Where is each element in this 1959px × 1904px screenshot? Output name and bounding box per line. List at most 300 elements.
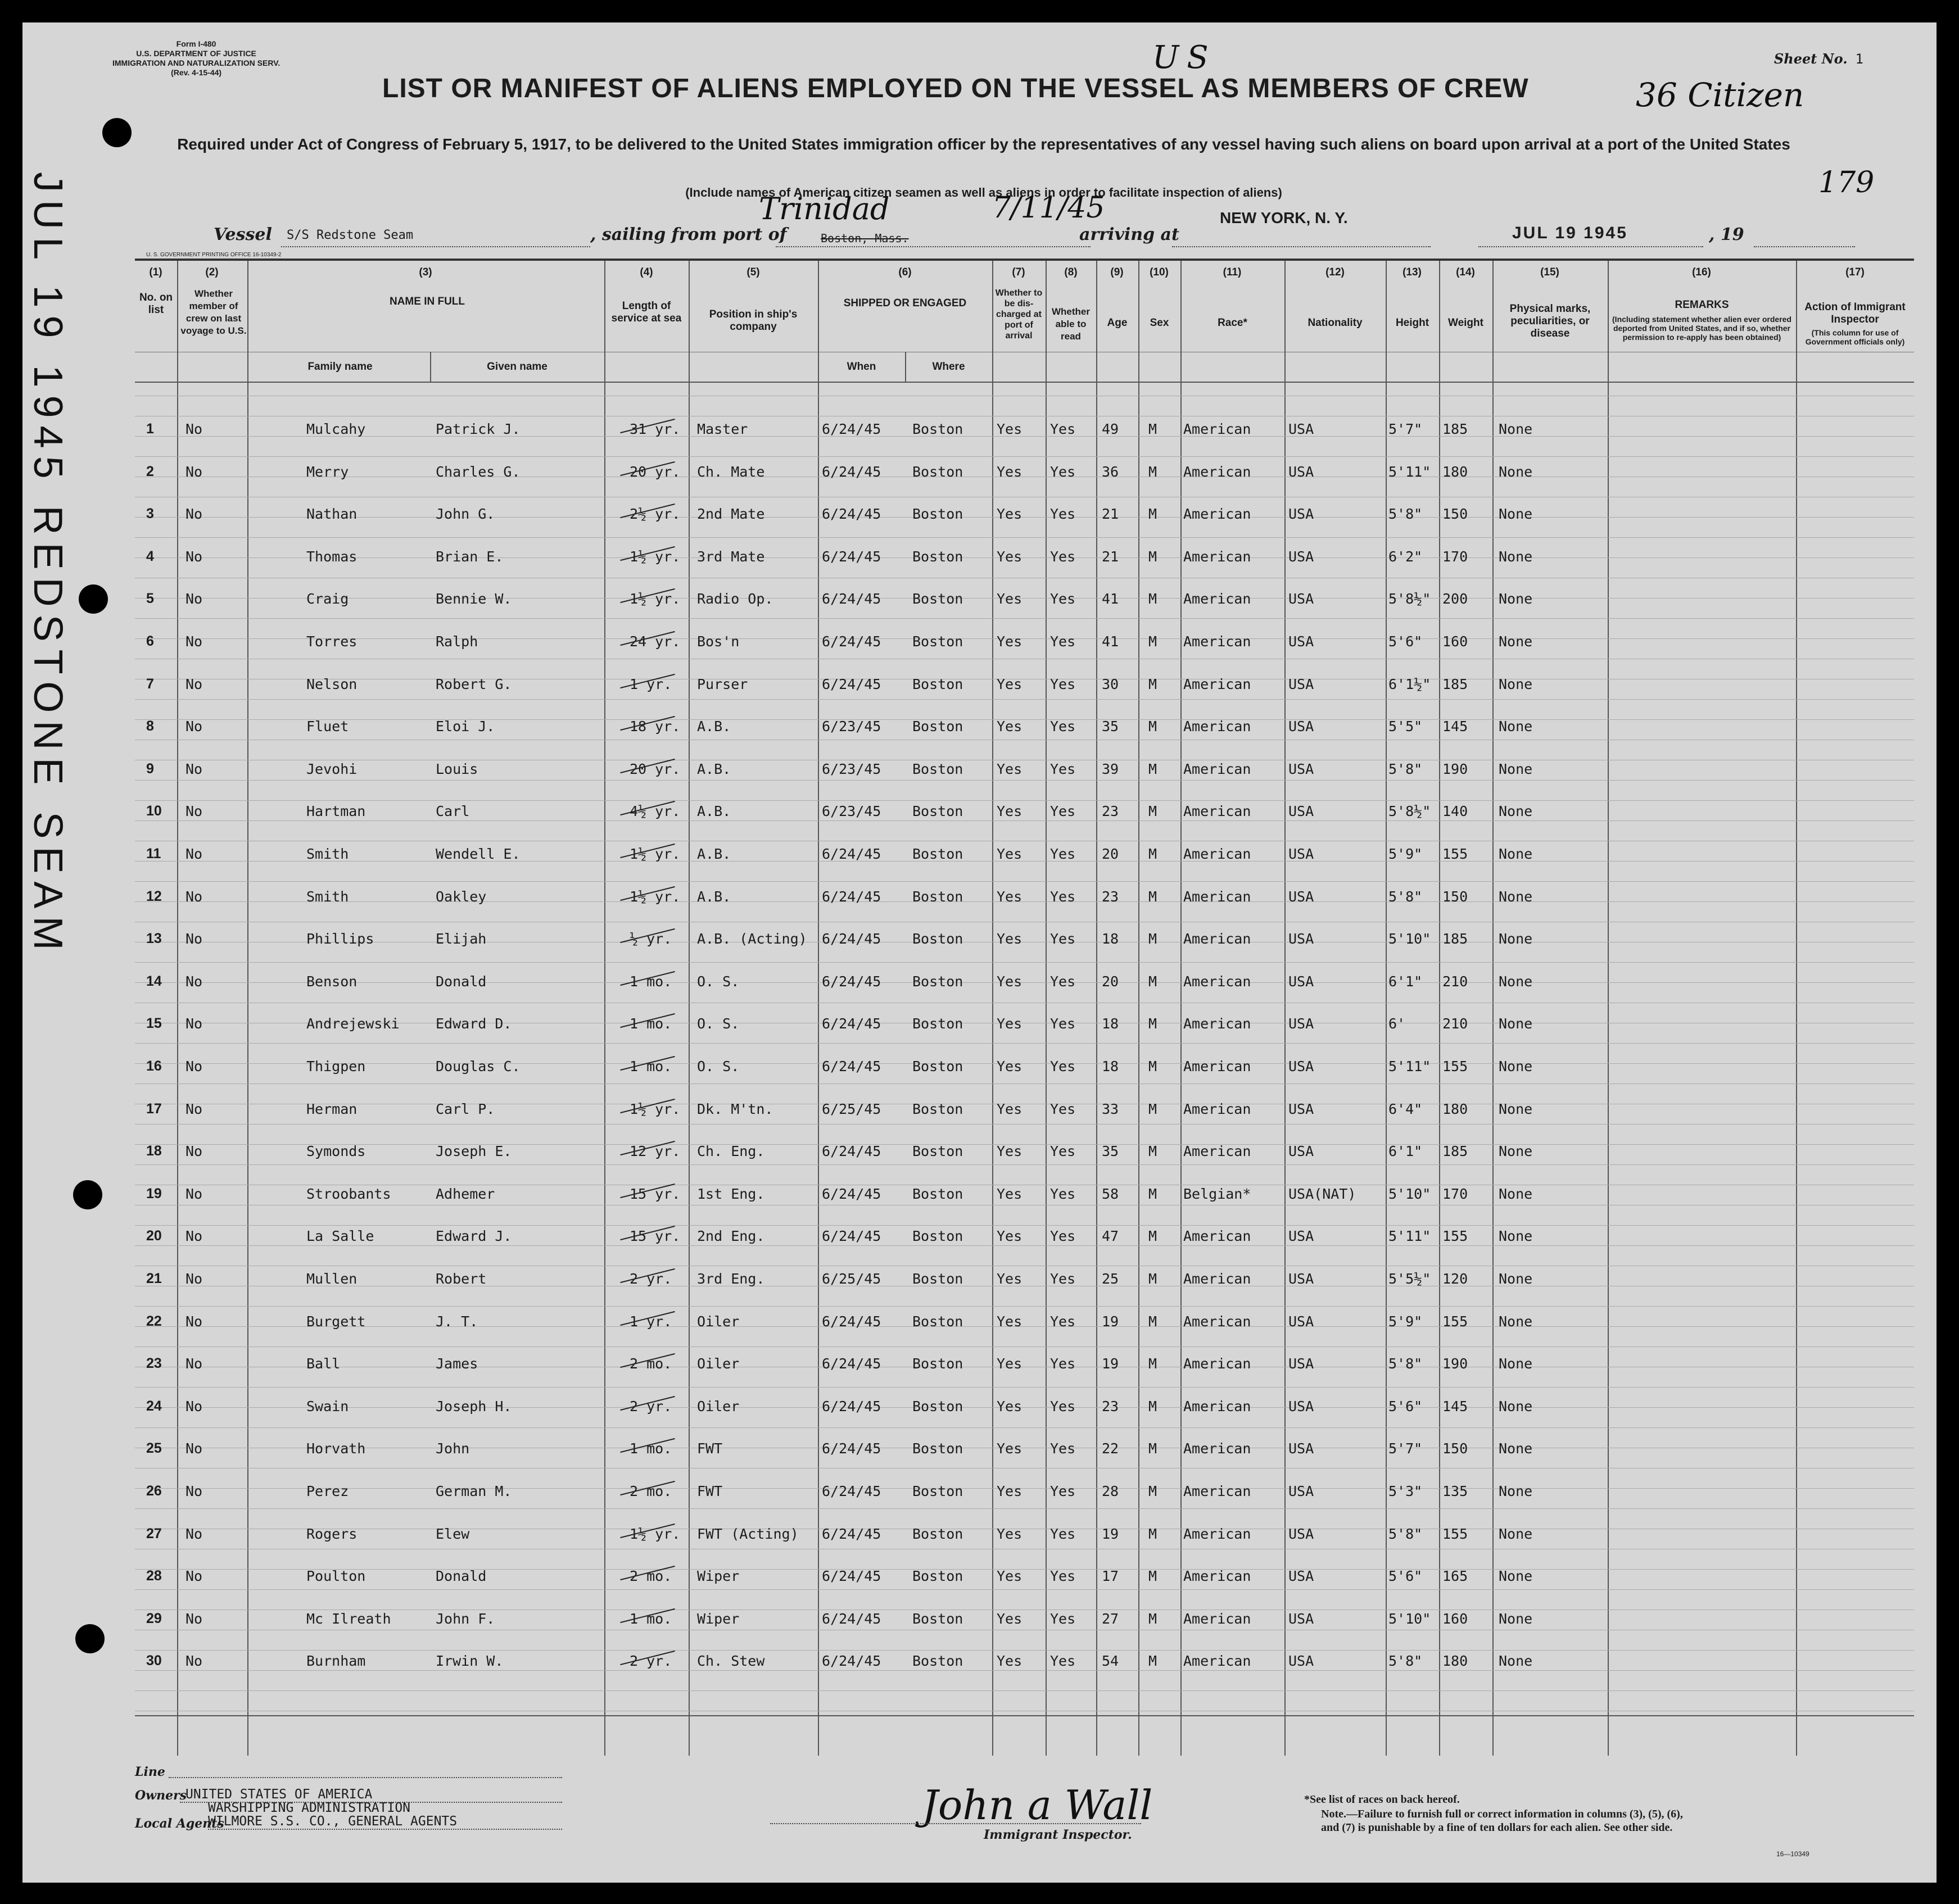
able-to-read-cell: Yes	[1050, 1313, 1076, 1330]
physical-marks-cell: None	[1499, 464, 1533, 480]
sex-cell: M	[1148, 1313, 1157, 1330]
sex-cell: M	[1148, 1483, 1157, 1499]
physical-marks-cell: None	[1499, 1440, 1533, 1457]
race-cell: Belgian*	[1183, 1186, 1251, 1202]
physical-marks-cell: None	[1499, 1653, 1533, 1669]
shipped-when-cell: 6/24/45	[822, 1143, 881, 1159]
nationality-cell: USA	[1288, 1653, 1314, 1669]
department: U.S. DEPARTMENT OF JUSTICE	[136, 49, 256, 58]
table-row	[135, 1611, 1914, 1633]
height-cell: 6'4"	[1388, 1101, 1423, 1117]
physical-marks-cell: None	[1499, 846, 1533, 862]
race-cell: American	[1183, 718, 1251, 735]
weight-cell: 155	[1442, 1058, 1468, 1075]
table-row	[135, 1313, 1914, 1336]
table-row	[135, 1568, 1914, 1590]
arriving-port: NEW YORK, N. Y.	[1220, 209, 1348, 226]
header-read: Whether able to read	[1052, 306, 1090, 342]
header-divider	[135, 382, 1914, 383]
given-name-cell: Joseph H.	[436, 1398, 512, 1415]
family-name-cell: Mc Ilreath	[306, 1611, 391, 1627]
table-row	[135, 1483, 1914, 1506]
previous-voyage-cell: No	[186, 591, 203, 607]
nationality-cell: USA	[1288, 1483, 1314, 1499]
port-underline	[776, 246, 1091, 247]
age-cell: 39	[1102, 761, 1119, 777]
shipped-when-cell: 6/23/45	[822, 803, 881, 819]
header-shipped: SHIPPED OR ENGAGED	[843, 297, 967, 309]
age-cell: 35	[1102, 1143, 1119, 1159]
date-underline	[1478, 246, 1703, 247]
weight-cell: 180	[1442, 464, 1468, 480]
race-cell: American	[1183, 931, 1251, 947]
age-cell: 47	[1102, 1228, 1119, 1244]
family-name-cell: Hartman	[306, 803, 366, 819]
discharged-cell: Yes	[997, 1058, 1023, 1075]
age-cell: 20	[1102, 846, 1119, 862]
length-of-service-cell: 2 mo.	[630, 1483, 672, 1499]
discharged-cell: Yes	[997, 1271, 1023, 1287]
row-number: 25	[146, 1440, 162, 1456]
weight-cell: 120	[1442, 1271, 1468, 1287]
row-number: 17	[146, 1101, 162, 1117]
physical-marks-cell: None	[1499, 676, 1533, 692]
physical-marks-cell: None	[1499, 1611, 1533, 1627]
nationality-cell: USA	[1288, 803, 1314, 819]
table-row	[135, 846, 1914, 868]
agents-value: WILMORE S.S. CO., GENERAL AGENTS	[208, 1814, 458, 1829]
service: IMMIGRATION AND NATURALIZATION SERV.	[112, 58, 280, 67]
position-cell: A.B.	[697, 718, 731, 735]
able-to-read-cell: Yes	[1050, 1440, 1076, 1457]
shipped-where-cell: Boston	[912, 1440, 963, 1457]
discharged-cell: Yes	[997, 421, 1023, 437]
shipped-when-cell: 6/24/45	[822, 421, 881, 437]
race-cell: American	[1183, 846, 1251, 862]
arriving-underline	[1172, 246, 1431, 247]
length-of-service-cell: 12 yr.	[630, 1143, 681, 1159]
column-number: (14)	[1456, 266, 1475, 278]
header-position: Position in ship's company	[709, 309, 798, 333]
race-cell: American	[1183, 421, 1251, 437]
discharged-cell: Yes	[997, 973, 1023, 990]
handwritten-sheet-ref: 179	[1818, 166, 1875, 200]
table-row	[135, 548, 1914, 571]
discharged-cell: Yes	[997, 888, 1023, 905]
physical-marks-cell: None	[1499, 633, 1533, 650]
manifest-page	[22, 22, 1937, 1883]
position-cell: A.B. (Acting)	[697, 931, 807, 947]
length-of-service-cell: 1½ yr.	[630, 846, 681, 862]
position-cell: Purser	[697, 676, 748, 692]
position-cell: Dk. M'tn.	[697, 1101, 773, 1117]
subcolumn-divider	[905, 352, 906, 382]
age-cell: 30	[1102, 676, 1119, 692]
table-row	[135, 931, 1914, 953]
races-note: *See list of races on back hereof.	[1304, 1793, 1460, 1806]
race-cell: American	[1183, 1101, 1251, 1117]
header-height: Height	[1395, 317, 1429, 329]
shipped-where-cell: Boston	[912, 1016, 963, 1032]
nationality-cell: USA	[1288, 1568, 1314, 1584]
length-of-service-cell: 1½ yr.	[630, 1101, 681, 1117]
header-family-name: Family name	[307, 361, 373, 373]
height-cell: 5'9"	[1388, 846, 1423, 862]
shipped-where-cell: Boston	[912, 1271, 963, 1287]
position-cell: A.B.	[697, 803, 731, 819]
nationality-cell: USA	[1288, 1143, 1314, 1159]
physical-marks-cell: None	[1499, 591, 1533, 607]
crew-table	[135, 252, 1914, 1756]
discharged-cell: Yes	[997, 591, 1023, 607]
race-cell: American	[1183, 506, 1251, 522]
shipped-when-cell: 6/24/45	[822, 1611, 881, 1627]
race-cell: American	[1183, 1058, 1251, 1075]
table-row	[135, 1016, 1914, 1038]
table-row	[135, 1271, 1914, 1293]
sex-cell: M	[1148, 846, 1157, 862]
previous-voyage-cell: No	[186, 1653, 203, 1669]
able-to-read-cell: Yes	[1050, 1143, 1076, 1159]
able-to-read-cell: Yes	[1050, 1186, 1076, 1202]
weight-cell: 185	[1442, 931, 1468, 947]
weight-cell: 200	[1442, 591, 1468, 607]
nationality-cell: USA	[1288, 973, 1314, 990]
shipped-where-cell: Boston	[912, 506, 963, 522]
previous-voyage-cell: No	[186, 1058, 203, 1075]
position-cell: Radio Op.	[697, 591, 773, 607]
previous-voyage-cell: No	[186, 1483, 203, 1499]
able-to-read-cell: Yes	[1050, 803, 1076, 819]
physical-marks-cell: None	[1499, 1483, 1533, 1499]
shipped-where-cell: Boston	[912, 1058, 963, 1075]
ruled-line	[135, 699, 1914, 700]
sex-cell: M	[1148, 1058, 1157, 1075]
physical-marks-cell: None	[1499, 888, 1533, 905]
shipped-where-cell: Boston	[912, 421, 963, 437]
row-number: 18	[146, 1143, 162, 1159]
given-name-cell: Carl P.	[436, 1101, 495, 1117]
row-number: 1	[146, 421, 154, 437]
length-of-service-cell: 1 mo.	[630, 1440, 672, 1457]
family-name-cell: Andrejewski	[306, 1016, 400, 1032]
physical-marks-cell: None	[1499, 1101, 1533, 1117]
race-cell: American	[1183, 1653, 1251, 1669]
able-to-read-cell: Yes	[1050, 1058, 1076, 1075]
family-name-cell: Herman	[306, 1101, 358, 1117]
position-cell: Ch. Eng.	[697, 1143, 765, 1159]
line-label: Line	[135, 1765, 165, 1779]
table-row	[135, 888, 1914, 911]
row-number: 30	[146, 1653, 162, 1669]
age-cell: 28	[1102, 1483, 1119, 1499]
physical-marks-cell: None	[1499, 718, 1533, 735]
position-cell: Ch. Stew	[697, 1653, 765, 1669]
port-typed: Boston, Mass.	[821, 232, 909, 245]
previous-voyage-cell: No	[186, 1568, 203, 1584]
column-number: (7)	[1012, 266, 1025, 278]
position-cell: Oiler	[697, 1313, 740, 1330]
previous-voyage-cell: No	[186, 548, 203, 565]
shipped-where-cell: Boston	[912, 1143, 963, 1159]
previous-voyage-cell: No	[186, 888, 203, 905]
row-number: 26	[146, 1483, 162, 1499]
physical-marks-cell: None	[1499, 1526, 1533, 1542]
revision: (Rev. 4-15-44)	[171, 68, 222, 77]
punch-hole	[73, 1180, 102, 1209]
race-cell: American	[1183, 803, 1251, 819]
table-row	[135, 506, 1914, 528]
position-cell: A.B.	[697, 846, 731, 862]
shipped-when-cell: 6/24/45	[822, 888, 881, 905]
row-number: 13	[146, 931, 162, 946]
previous-voyage-cell: No	[186, 1186, 203, 1202]
family-name-cell: Burgett	[306, 1313, 366, 1330]
age-cell: 25	[1102, 1271, 1119, 1287]
weight-cell: 210	[1442, 973, 1468, 990]
weight-cell: 160	[1442, 1611, 1468, 1627]
length-of-service-cell: ½ yr.	[630, 931, 672, 947]
line-underline	[169, 1777, 562, 1778]
position-cell: Bos'n	[697, 633, 740, 650]
sheet-number	[1774, 51, 1863, 67]
given-name-cell: James	[436, 1356, 478, 1372]
table-row	[135, 761, 1914, 783]
length-of-service-cell: 15 yr.	[630, 1186, 681, 1202]
header-age: Age	[1107, 317, 1128, 329]
family-name-cell: Craig	[306, 591, 349, 607]
row-number: 29	[146, 1611, 162, 1626]
given-name-cell: Brian E.	[436, 548, 504, 565]
column-number: (9)	[1110, 266, 1124, 278]
length-of-service-cell: 1½ yr.	[630, 548, 681, 565]
arriving-label: arriving at	[1079, 225, 1179, 244]
sex-cell: M	[1148, 1101, 1157, 1117]
header-remarks-note: (Including statement whether alien ever ordered deported from United States, and if so, whether permission to re-apply has been obtained)	[1612, 315, 1791, 342]
given-name-cell: Donald	[436, 973, 487, 990]
row-number: 3	[146, 506, 154, 522]
row-number: 7	[146, 676, 154, 692]
given-name-cell: Elew	[436, 1526, 470, 1542]
age-cell: 21	[1102, 548, 1119, 565]
race-cell: American	[1183, 888, 1251, 905]
position-cell: Master	[697, 421, 748, 437]
family-name-cell: Poulton	[306, 1568, 366, 1584]
shipped-when-cell: 6/24/45	[822, 676, 881, 692]
family-name-cell: Swain	[306, 1398, 349, 1415]
row-number: 21	[146, 1271, 162, 1286]
shipped-when-cell: 6/24/45	[822, 1398, 881, 1415]
column-number: (10)	[1150, 266, 1169, 278]
row-number: 6	[146, 633, 154, 649]
nationality-cell: USA	[1288, 1398, 1314, 1415]
physical-marks-cell: None	[1499, 506, 1533, 522]
column-number: (16)	[1692, 266, 1711, 278]
discharged-cell: Yes	[997, 1526, 1023, 1542]
column-number: (11)	[1223, 266, 1242, 278]
race-cell: American	[1183, 676, 1251, 692]
given-name-cell: Louis	[436, 761, 478, 777]
nationality-cell: USA	[1288, 1356, 1314, 1372]
race-cell: American	[1183, 761, 1251, 777]
fine-note	[1321, 1807, 1703, 1834]
previous-voyage-cell: No	[186, 676, 203, 692]
shipped-when-cell: 6/24/45	[822, 1186, 881, 1202]
length-of-service-cell: 4½ yr.	[630, 803, 681, 819]
shipped-where-cell: Boston	[912, 888, 963, 905]
race-cell: American	[1183, 1483, 1251, 1499]
shipped-where-cell: Boston	[912, 1398, 963, 1415]
vessel-label: Vessel	[214, 225, 272, 244]
table-row	[135, 803, 1914, 826]
punch-hole	[75, 1624, 105, 1653]
age-cell: 22	[1102, 1440, 1119, 1457]
shipped-when-cell: 6/24/45	[822, 591, 881, 607]
age-cell: 19	[1102, 1313, 1119, 1330]
discharged-cell: Yes	[997, 1653, 1023, 1669]
length-of-service-cell: 31 yr.	[630, 421, 681, 437]
family-name-cell: Stroobants	[306, 1186, 391, 1202]
family-name-cell: Mulcahy	[306, 421, 366, 437]
vessel-underline	[281, 246, 590, 247]
weight-cell: 170	[1442, 1186, 1468, 1202]
given-name-cell: John G.	[436, 506, 495, 522]
shipped-where-cell: Boston	[912, 591, 963, 607]
nationality-cell: USA	[1288, 718, 1314, 735]
column-number: (6)	[898, 266, 912, 278]
sex-cell: M	[1148, 1228, 1157, 1244]
physical-marks-cell: None	[1499, 1016, 1533, 1032]
position-cell: FWT	[697, 1440, 723, 1457]
weight-cell: 185	[1442, 421, 1468, 437]
given-name-cell: German M.	[436, 1483, 512, 1499]
discharged-cell: Yes	[997, 1186, 1023, 1202]
header-action-note: (This column for use of Government officials only)	[1805, 328, 1905, 346]
shipped-where-cell: Boston	[912, 1568, 963, 1584]
position-cell: O. S.	[697, 1058, 740, 1075]
table-row	[135, 464, 1914, 486]
shipped-where-cell: Boston	[912, 718, 963, 735]
shipped-when-cell: 6/24/45	[822, 1483, 881, 1499]
sex-cell: M	[1148, 1143, 1157, 1159]
height-cell: 5'8"	[1388, 506, 1423, 522]
physical-marks-cell: None	[1499, 1313, 1533, 1330]
sex-cell: M	[1148, 1356, 1157, 1372]
ruled-line	[135, 962, 1914, 963]
shipped-where-cell: Boston	[912, 633, 963, 650]
able-to-read-cell: Yes	[1050, 931, 1076, 947]
shipped-where-cell: Boston	[912, 803, 963, 819]
row-number: 20	[146, 1228, 162, 1244]
handwritten-citizens-note: 36 Citizen	[1636, 76, 1804, 114]
subtitle: Required under Act of Congress of February 5, 1917, to be delivered to the United States immigration officer by the representatives of any vessel having such aliens on board upon arrival at a port of the United States	[177, 135, 1790, 153]
shipped-when-cell: 6/24/45	[822, 464, 881, 480]
discharged-cell: Yes	[997, 1143, 1023, 1159]
previous-voyage-cell: No	[186, 633, 203, 650]
discharged-cell: Yes	[997, 803, 1023, 819]
race-cell: American	[1183, 548, 1251, 565]
ruled-line	[135, 1043, 1914, 1044]
shipped-where-cell: Boston	[912, 1611, 963, 1627]
ruled-line	[135, 1225, 1914, 1226]
weight-cell: 145	[1442, 718, 1468, 735]
family-name-cell: Torres	[306, 633, 358, 650]
previous-voyage-cell: No	[186, 931, 203, 947]
position-cell: Oiler	[697, 1356, 740, 1372]
family-name-cell: Nelson	[306, 676, 358, 692]
height-cell: 5'6"	[1388, 1568, 1423, 1584]
age-cell: 58	[1102, 1186, 1119, 1202]
physical-marks-cell: None	[1499, 1058, 1533, 1075]
previous-voyage-cell: No	[186, 1101, 203, 1117]
inspector-signature: John a Wall	[922, 1781, 1153, 1829]
weight-cell: 155	[1442, 1228, 1468, 1244]
length-of-service-cell: 20 yr.	[630, 464, 681, 480]
age-cell: 19	[1102, 1356, 1119, 1372]
nationality-cell: USA	[1288, 1526, 1314, 1542]
given-name-cell: Douglas C.	[436, 1058, 521, 1075]
length-of-service-cell: 2 mo.	[630, 1568, 672, 1584]
table-row	[135, 1101, 1914, 1123]
shipped-where-cell: Boston	[912, 548, 963, 565]
row-number: 27	[146, 1526, 162, 1542]
sailing-label: , sailing from port of	[590, 225, 787, 244]
family-name-cell: Symonds	[306, 1143, 366, 1159]
sex-cell: M	[1148, 506, 1157, 522]
able-to-read-cell: Yes	[1050, 633, 1076, 650]
position-cell: O. S.	[697, 1016, 740, 1032]
table-row	[135, 591, 1914, 613]
length-of-service-cell: 1 mo.	[630, 1016, 672, 1032]
shipped-when-cell: 6/24/45	[822, 633, 881, 650]
age-cell: 20	[1102, 973, 1119, 990]
discharged-cell: Yes	[997, 676, 1023, 692]
length-of-service-cell: 24 yr.	[630, 633, 681, 650]
sex-cell: M	[1148, 633, 1157, 650]
row-number: 24	[146, 1398, 162, 1414]
column-number: (2)	[205, 266, 219, 278]
year-label: , 19	[1709, 225, 1744, 244]
length-of-service-cell: 2 yr.	[630, 1653, 672, 1669]
weight-cell: 145	[1442, 1398, 1468, 1415]
arrival-stamp	[22, 172, 73, 958]
shipped-when-cell: 6/24/45	[822, 548, 881, 565]
column-number: (17)	[1845, 266, 1865, 278]
discharged-cell: Yes	[997, 1611, 1023, 1627]
stamp-text: JUL 19 1945 REDSTONE SEAM	[25, 172, 70, 958]
discharged-cell: Yes	[997, 633, 1023, 650]
nationality-cell: USA	[1288, 1228, 1314, 1244]
weight-cell: 155	[1442, 1313, 1468, 1330]
sex-cell: M	[1148, 803, 1157, 819]
given-name-cell: Eloi J.	[436, 718, 495, 735]
discharged-cell: Yes	[997, 1313, 1023, 1330]
discharged-cell: Yes	[997, 931, 1023, 947]
shipped-where-cell: Boston	[912, 1356, 963, 1372]
shipped-when-cell: 6/24/45	[822, 1440, 881, 1457]
previous-voyage-cell: No	[186, 1313, 203, 1330]
table-row	[135, 1398, 1914, 1421]
sex-cell: M	[1148, 464, 1157, 480]
family-name-cell: Fluet	[306, 718, 349, 735]
nationality-cell: USA	[1288, 464, 1314, 480]
height-cell: 5'8½"	[1388, 803, 1431, 819]
form-number: Form I-480	[176, 39, 216, 48]
header-previous-voyage: Whether member of crew on last voyage to U.S.	[180, 288, 247, 336]
row-number: 22	[146, 1313, 162, 1329]
age-cell: 19	[1102, 1526, 1119, 1542]
age-cell: 49	[1102, 421, 1119, 437]
